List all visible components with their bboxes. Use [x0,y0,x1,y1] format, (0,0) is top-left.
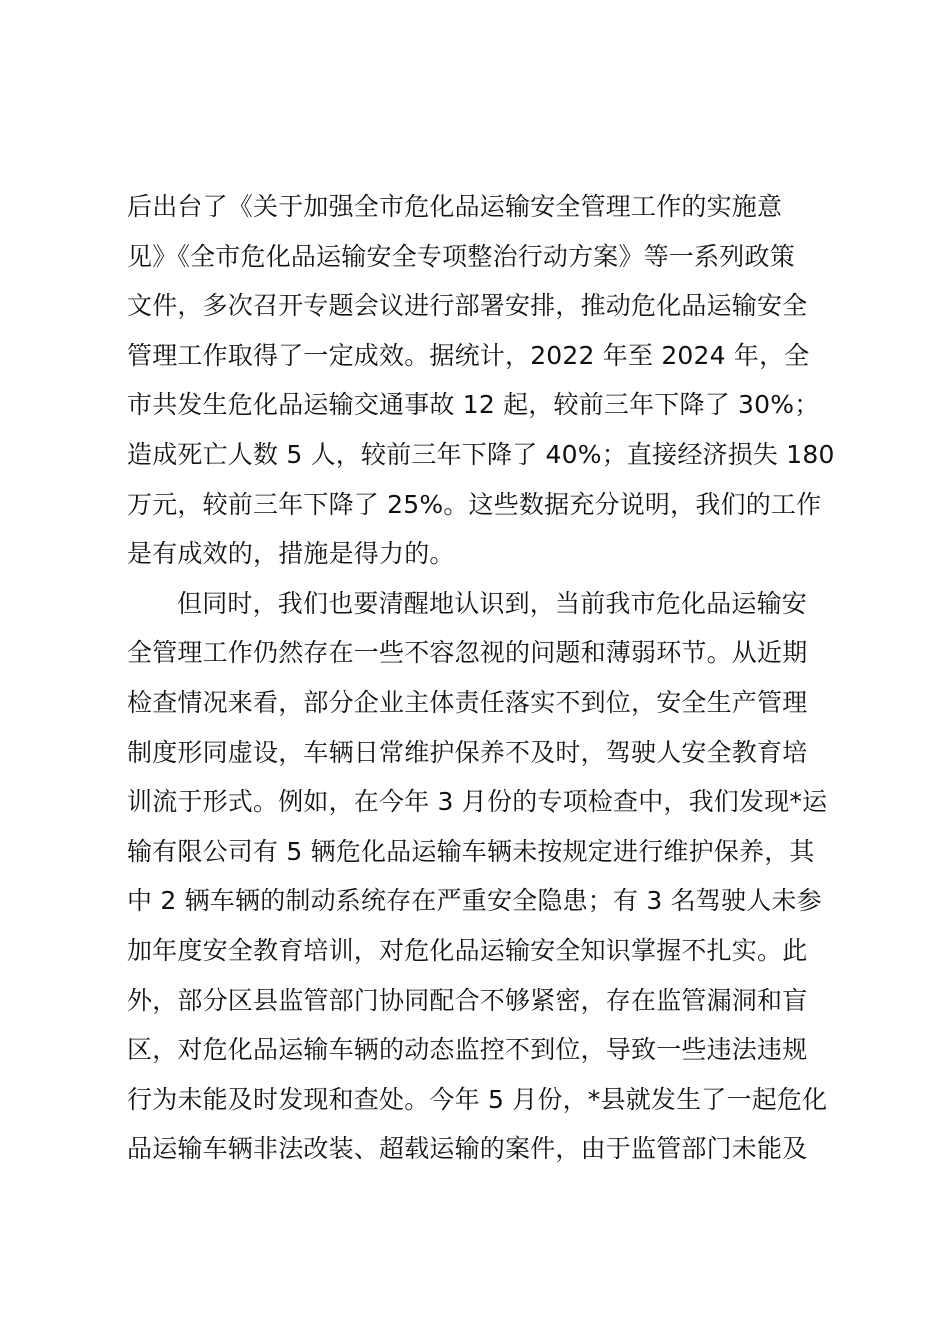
text-line: 全管理工作仍然存在一些不容忽视的问题和薄弱环节。从近期 [127,638,808,668]
text-line: 制度形同虚设，车辆日常维护保养不及时，驾驶人安全教育培 [127,737,808,767]
text-line: 市共发生危化品运输交通事故 12 起，较前三年下降了 30%； [127,390,820,420]
text-line: 训流于形式。例如，在今年 3 月份的专项检查中，我们发现*运 [127,787,828,817]
text-line: 是有成效的，措施是得力的。 [127,539,455,569]
paragraph-start-line: 但同时，我们也要清醒地认识到，当前我市危化品运输安 [177,588,808,618]
text-line: 造成死亡人数 5 人，较前三年下降了 40%；直接经济损失 180 [127,439,835,469]
text-line: 检查情况来看，部分企业主体责任落实不到位，安全生产管理 [127,687,808,717]
text-line: 区，对危化品运输车辆的动态监控不到位，导致一些违法违规 [127,1035,808,1065]
text-line: 外，部分区县监管部门协同配合不够紧密，存在监管漏洞和盲 [127,985,808,1015]
text-line: 输有限公司有 5 辆危化品运输车辆未按规定进行维护保养，其 [127,836,815,866]
text-line: 行为未能及时发现和查处。今年 5 月份，*县就发生了一起危化 [127,1084,828,1114]
text-line: 中 2 辆车辆的制动系统存在严重安全隐患；有 3 名驾驶人未参 [127,886,822,916]
text-line: 后出台了《关于加强全市危化品运输安全管理工作的实施意 [127,192,783,221]
text-line: 品运输车辆非法改装、超载运输的案件，由于监管部门未能及 [127,1134,808,1164]
text-line: 加年度安全教育培训，对危化品运输安全知识掌握不扎实。此 [127,935,808,965]
text-line: 管理工作取得了一定成效。据统计，2022 年至 2024 年，全 [127,340,810,370]
text-line: 文件，多次召开专题会议进行部署安排，推动危化品运输安全 [127,291,808,321]
text-line: 见》《全市危化品运输安全专项整治行动方案》等一系列政策 [127,241,795,271]
text-line: 万元，较前三年下降了 25%。这些数据充分说明，我们的工作 [127,489,822,519]
document-body [127,182,847,1174]
